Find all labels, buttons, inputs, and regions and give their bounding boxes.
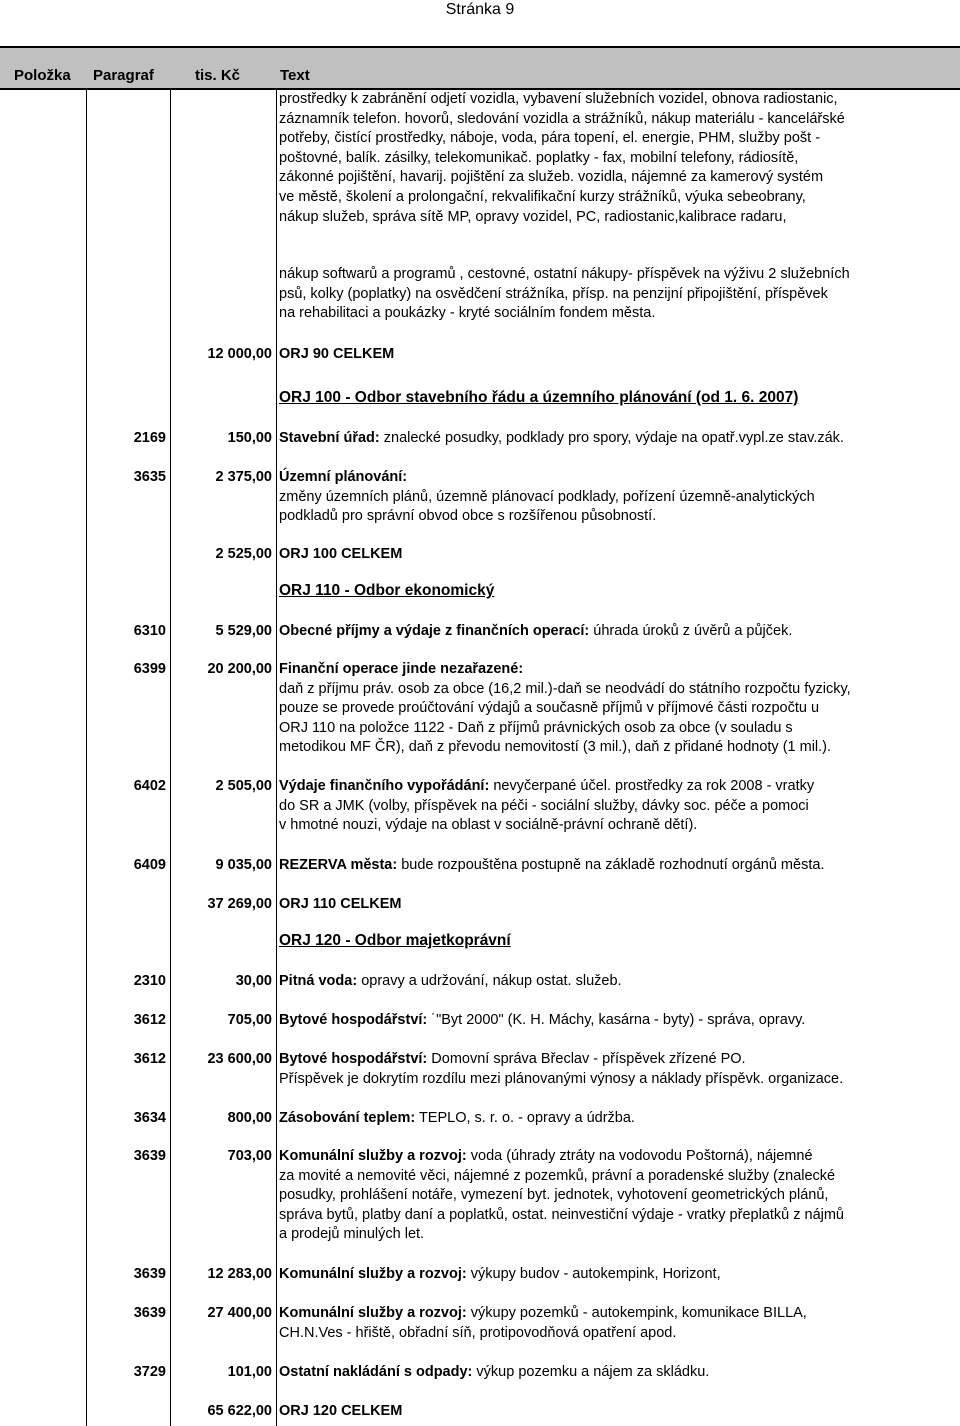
amount: 5 529,00 [215,623,272,639]
column-divider [86,90,87,1426]
page-number: Stránka 9 [445,1,515,18]
total-amount: 12 000,00 [207,346,272,362]
header-tis-kc: tis. Kč [195,67,241,84]
total-amount: 2 525,00 [215,546,272,562]
text-line: záznamník telefon. hovorů, sledování vozidla a strážníků, nákup materiálu - kancelářské [279,110,845,127]
amount: 2 505,00 [215,778,272,794]
paragraf: 3639 [133,1148,166,1164]
total-amount: 37 269,00 [207,896,272,912]
total-label: ORJ 120 CELKEM [279,1403,403,1419]
text-line: poštovné, balík. zásilky, telekomunikač. poplatky - fax, mobilní telefony, rádiosítě, [279,149,799,166]
text-line: nákup softwarů a programů , cestovné, ostatní nákupy- příspěvek na výživu 2 služebních [279,266,850,282]
text-line: prostředky k zabránění odjetí vozidla, vybavení služebních vozidel, obnova radiostanic, [279,91,838,107]
text-line: potřeby, čistící prostředky, náboje, voda, pára topení, el. energie, PHM, služby pošt - [279,130,821,147]
paragraf: 2169 [133,430,166,446]
amount: 703,00 [227,1148,272,1164]
paragraf: 6409 [133,857,166,873]
column-divider [170,90,171,1426]
paragraf: 3634 [133,1110,166,1126]
text-line: nákup služeb, správa sítě MP, opravy vozidel, PC, radiostanic,kalibrace radaru, [279,208,787,225]
header-text: Text [280,67,310,84]
amount: 20 200,00 [207,661,272,677]
text-line: zákonné pojištění, havarij. pojištění za služeb. vozidla, nájemné za kamerový systém [279,169,824,186]
amount: 101,00 [227,1364,272,1380]
text-line: na rehabilitaci a poukázky - kryté sociálním fondem města. [279,305,656,322]
text-line: psů, kolky (poplatky) na osvědčení strážníka, přísp. na penzijní připojištění, příspěvek [279,285,828,302]
amount: 150,00 [227,430,272,446]
amount: 12 283,00 [207,1266,272,1282]
paragraf: 3639 [133,1266,166,1282]
column-divider [276,90,277,1426]
amount: 9 035,00 [215,857,272,873]
header-polozka: Položka [14,67,71,84]
paragraf: 2310 [133,973,166,989]
total-label: ORJ 110 CELKEM [279,896,402,912]
paragraf: 3635 [133,469,166,485]
total-amount: 65 622,00 [207,1403,272,1419]
total-label: ORJ 90 CELKEM [279,346,395,362]
paragraf: 6310 [133,623,166,639]
amount: 27 400,00 [207,1305,272,1321]
header-paragraf: Paragraf [93,67,154,84]
paragraf: 6402 [133,778,166,794]
amount: 30,00 [235,973,272,989]
amount: 800,00 [227,1110,272,1126]
table-header [0,46,960,90]
total-label: ORJ 100 CELKEM [279,546,403,562]
paragraf: 3612 [133,1051,166,1067]
amount: 2 375,00 [215,469,272,485]
paragraf: 6399 [133,661,166,677]
amount: 23 600,00 [207,1051,272,1067]
paragraf: 3639 [133,1305,166,1321]
paragraf: 3612 [133,1012,166,1028]
paragraf: 3729 [133,1364,166,1380]
amount: 705,00 [227,1012,272,1028]
text-line: ve městě, školení a prolongační, rekvalifikační kurzy strážníků, výuka sebeobrany, [279,188,806,205]
